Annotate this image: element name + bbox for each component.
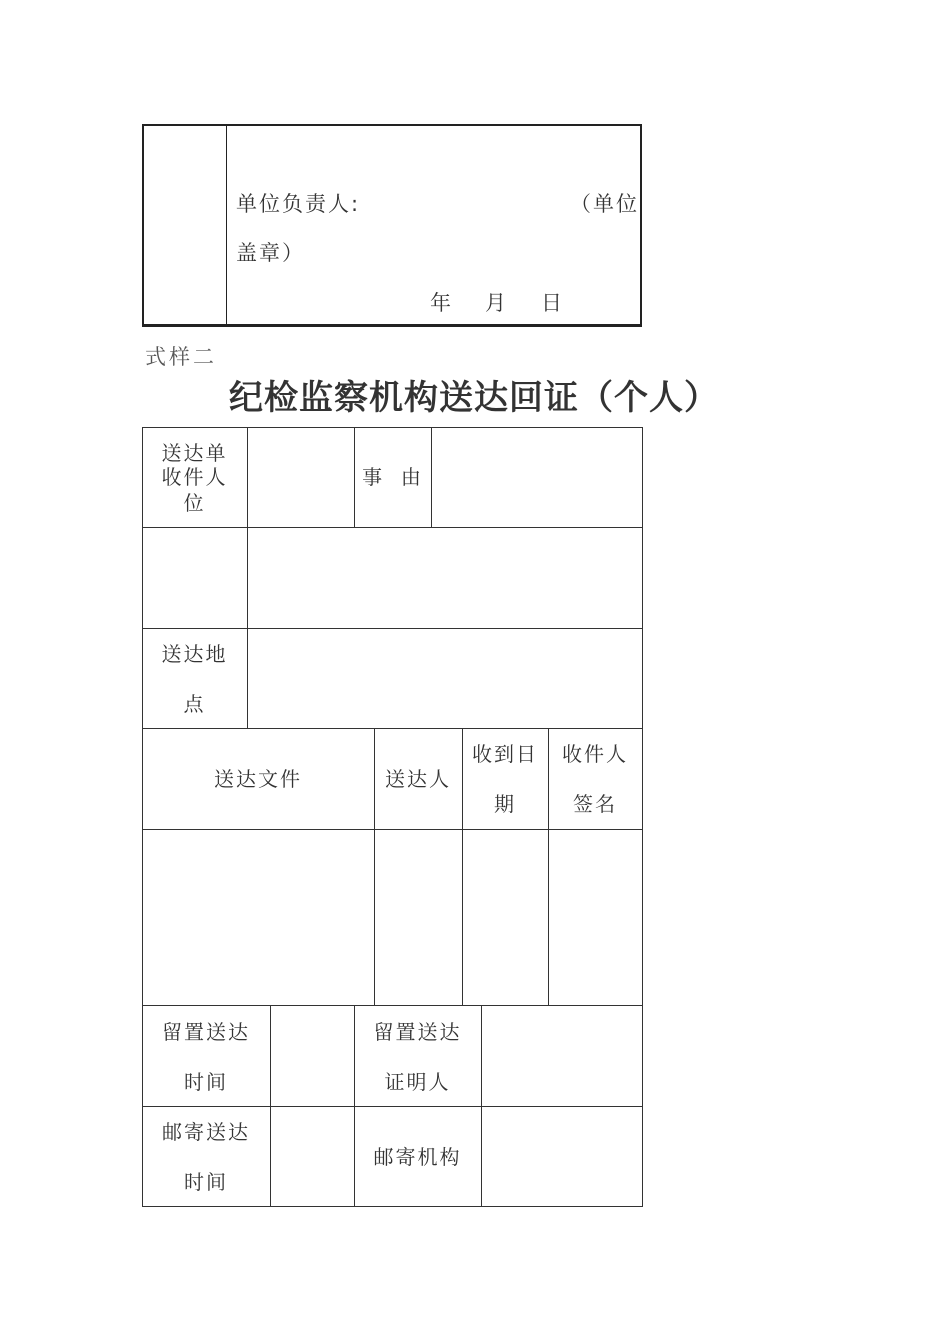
seal-note-part2: 盖章） bbox=[236, 241, 305, 265]
deliverer-label: 送达人 bbox=[385, 767, 451, 791]
table-column-divider bbox=[226, 126, 227, 324]
mail-delivery-time-label-line1: 邮寄送达 bbox=[162, 1120, 250, 1144]
signature-seal-table bbox=[142, 124, 642, 327]
reason-label: 事 由 bbox=[362, 465, 423, 489]
grid-line bbox=[481, 1005, 482, 1206]
delivered-document-label: 送达文件 bbox=[214, 767, 302, 791]
left-delivery-witness-label-line2: 证明人 bbox=[384, 1070, 451, 1094]
left-delivery-time-label-line2: 时间 bbox=[184, 1070, 228, 1094]
grid-line bbox=[247, 427, 248, 527]
delivery-address-label-line1: 送达地 bbox=[161, 642, 228, 666]
recipient-label: 收件人 bbox=[161, 465, 228, 489]
left-delivery-witness-label-line1: 留置送达 bbox=[373, 1020, 462, 1044]
delivery-unit-label-line2: 位 bbox=[183, 491, 206, 515]
grid-line bbox=[642, 427, 643, 1207]
date-year-label: 年 bbox=[430, 291, 453, 315]
document-title: 纪检监察机构送达回证（个人） bbox=[229, 378, 719, 418]
grid-line bbox=[142, 1005, 643, 1006]
seal-note-part1: （单位 bbox=[570, 192, 639, 216]
delivery-address-label-line2: 点 bbox=[183, 692, 206, 716]
responsible-person-label: 单位负责人: bbox=[236, 192, 361, 216]
grid-line bbox=[142, 829, 643, 830]
mail-agency-label: 邮寄机构 bbox=[373, 1145, 462, 1169]
left-delivery-time-label-line1: 留置送达 bbox=[162, 1020, 250, 1044]
format-label: 式样二 bbox=[145, 345, 217, 369]
recipient-signature-label-line2: 签名 bbox=[573, 792, 617, 816]
delivery-receipt-form bbox=[142, 427, 643, 1207]
date-month-label: 月 bbox=[485, 291, 508, 315]
delivery-unit-label-line1: 送达单 bbox=[161, 441, 228, 465]
grid-line bbox=[431, 427, 432, 527]
date-day-label: 日 bbox=[541, 291, 564, 315]
grid-line bbox=[247, 527, 248, 728]
recipient-signature-label-line1: 收件人 bbox=[562, 742, 628, 766]
grid-line bbox=[270, 1005, 271, 1206]
mail-delivery-time-label-line2: 时间 bbox=[184, 1170, 228, 1194]
received-date-label-line1: 收到日 bbox=[472, 742, 538, 766]
received-date-label-line2: 期 bbox=[494, 792, 516, 816]
